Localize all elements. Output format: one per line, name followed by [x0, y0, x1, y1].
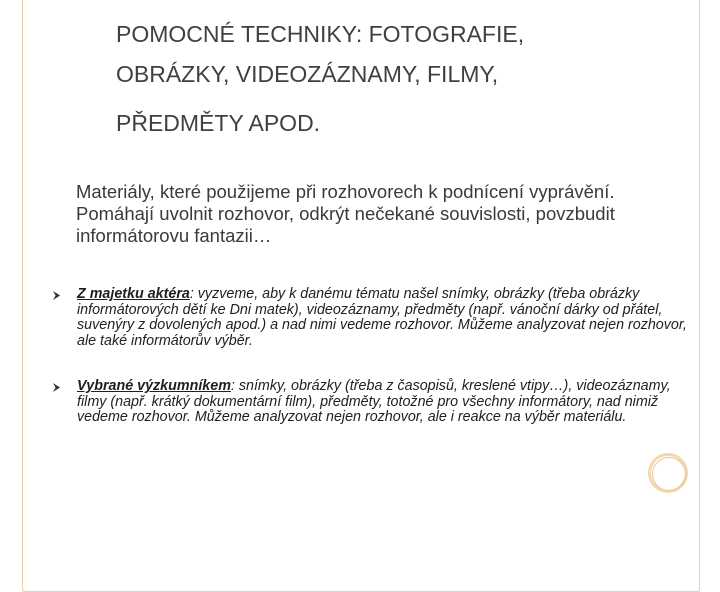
circle-ornament-ring [652, 457, 686, 491]
bullet-term: Vybrané výzkumníkem [77, 378, 231, 394]
bullet-term: Z majetku aktéra [77, 286, 190, 302]
bullet-text: : vyzveme, aby k danému tématu našel snímky, obrázky (třeba obrázky informátorových dětí ke Dni matek), videozáznamy, předměty (např. vánoční dárky od přátel, suvenýry z dovolených apod.) a nad nimi vedeme rozhovor. Můžeme analyzovat nejen rozhovor, ale také informátorův výběr. [77, 286, 687, 349]
arrowhead-bullet-icon [52, 291, 61, 300]
arrowhead-bullet-icon [52, 383, 61, 392]
slide-title [116, 14, 676, 143]
title-line-3: PŘEDMĚTY APOD. [116, 110, 321, 136]
bullet-list [52, 287, 692, 426]
bullet-text: : snímky, obrázky (třeba z časopisů, kreslené vtipy…), videozáznamy, filmy (např. krátký dokumentární film), předměty, totožné pro všechny informátory, nad nimiž vedeme rozhovor. Můžeme analyzovat nejen rozhovor, ale i reakce na výběr materiálu. [77, 378, 671, 425]
list-item [52, 379, 692, 426]
title-line-1: POMOCNÉ TECHNIKY: FOTOGRAFIE, [116, 21, 525, 47]
title-line-2: OBRÁZKY, VIDEOZÁZNAMY, FILMY, [116, 61, 499, 87]
list-item [52, 287, 692, 349]
intro-paragraph: Materiály, které použijeme při rozhovorech k podnícení vyprávění. Pomáhají uvolnit rozhovor, odkrýt nečekané souvislosti, povzbudit informátorovu fantazii… [76, 181, 615, 246]
